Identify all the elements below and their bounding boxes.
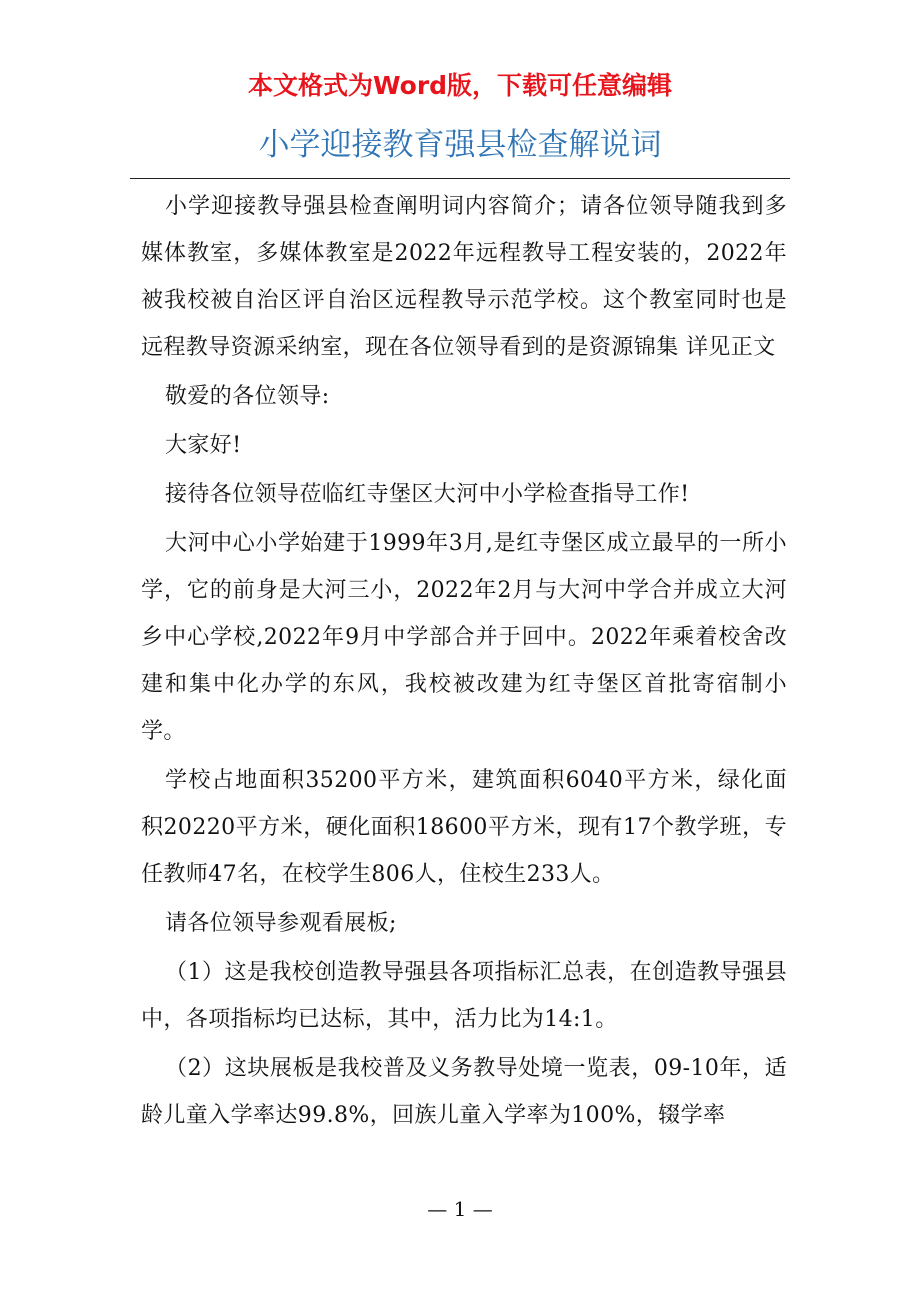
paragraph-statistics: 学校占地面积35200平方米，建筑面积6040平方米，绿化面积20220平方米，硬化面积18600平方米，现有17个教学班，专任教师47名，在校学生806人，住校生233人。	[141, 768, 787, 887]
paragraph-item-1: （1）这是我校创造教导强县各项指标汇总表，在创造教导强县中，各项指标均已达标，其中，活力比为14:1。	[141, 960, 787, 1032]
paragraph-history: 大河中心小学始建于1999年3月,是红寺堡区成立最早的一所小学，它的前身是大河三小，2022年2月与大河中学合并成立大河乡中心学校,2022年9月中学部合并于回中。2022年乘着校舍改建和集中化办学的东风，我校被改建为红寺堡区首批寄宿制小学。	[141, 531, 787, 744]
paragraph-salutation: 敬爱的各位领导:	[165, 384, 330, 409]
paragraph-welcome: 接待各位领导莅临红寺堡区大河中小学检查指导工作!	[165, 482, 690, 507]
paragraph-display-boards: 请各位领导参观看展板;	[165, 911, 397, 936]
document-body	[141, 183, 787, 1141]
page-number: — 1 —	[427, 1197, 493, 1221]
title-divider	[130, 178, 790, 179]
paragraph-intro: 小学迎接教导强县检查阐明词内容简介；请各位领导随我到多媒体教室，多媒体教室是2022年远程教导工程安装的，2022年被我校被自治区评自治区远程教导示范学校。这个教室同时也是远程教导资源采纳室，现在各位领导看到的是资源锦集 详见正文	[141, 194, 787, 360]
paragraph-item-2: （2）这块展板是我校普及义务教导处境一览表，09-10年，适龄儿童入学率达99.8%，回族儿童入学率为100%，辍学率	[141, 1056, 787, 1128]
document-title: 小学迎接教育强县检查解说词	[258, 127, 662, 163]
format-banner: 本文格式为Word版，下载可任意编辑	[247, 71, 673, 100]
paragraph-greeting: 大家好!	[165, 433, 242, 458]
